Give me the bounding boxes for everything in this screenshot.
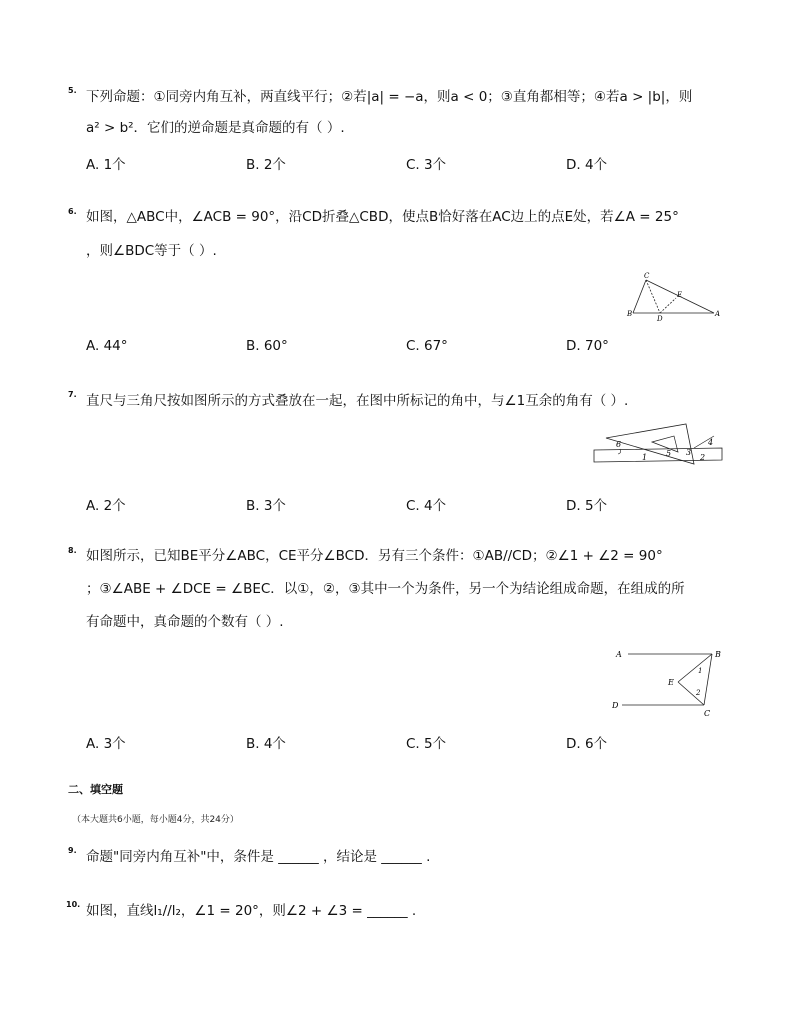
q5-option-d: D. 4个 (566, 157, 608, 173)
q7-label-2: 2 (700, 453, 706, 462)
q8-stem-line3: 有命题中，真命题的个数有（ ）. (86, 614, 284, 630)
q8-label-1: 1 (698, 667, 703, 675)
q5-stem-line2: a² > b²．它们的逆命题是真命题的有（ ）. (86, 120, 345, 136)
q7-stem-line1: 直尺与三角尺按如图所示的方式叠放在一起，在图中所标记的角中，与∠1互余的角有（ ）. (86, 393, 629, 409)
q5-option-c: C. 3个 (406, 157, 447, 173)
q5-option-b: B. 2个 (246, 157, 286, 173)
q6-triangle-figure (620, 270, 730, 326)
q7-label-6: 6 (616, 440, 622, 449)
q7-label-5: 5 (666, 449, 672, 458)
section-title: 二、填空题 (68, 783, 123, 796)
q8-option-c: C. 5个 (406, 736, 447, 752)
q5-number: 5. (68, 86, 77, 95)
q6-stem-line2: ，则∠BDC等于（ ）. (86, 243, 217, 259)
q8-label-c: C (704, 709, 711, 718)
q6-option-a: A. 44° (86, 338, 128, 354)
q7-option-c: C. 4个 (406, 498, 447, 514)
q5-stem-line1: 下列命题：①同旁内角互补，两直线平行；②若|a| = −a，则a < 0；③直角都相等；④若a > |b|，则 (86, 89, 693, 105)
q8-option-a: A. 3个 (86, 736, 126, 752)
q9-number: 9. (68, 846, 77, 855)
q6-option-d: D. 70° (566, 338, 609, 354)
q6-label-e: E (677, 291, 683, 299)
q7-option-a: A. 2个 (86, 498, 126, 514)
q5-option-a: A. 1个 (86, 157, 126, 173)
q8-label-b: B (715, 650, 721, 659)
section-note: （本大题共6小题，每小题4分，共24分） (72, 815, 239, 825)
q7-label-4: 4 (708, 438, 714, 447)
q6-option-c: C. 67° (406, 338, 448, 354)
q9-stem-line1: 命题"同旁内角互补"中，条件是 ______ ，结论是 ______ . (86, 849, 431, 865)
q7-option-d: D. 5个 (566, 498, 608, 514)
q8-parallel-figure (612, 644, 728, 720)
q7-label-3: 3 (686, 448, 692, 457)
q6-option-b: B. 60° (246, 338, 288, 354)
q8-label-a: A (616, 650, 622, 659)
q6-stem-line1: 如图，△ABC中，∠ACB = 90°，沿CD折叠△CBD，使点B恰好落在AC边上的点E处，若∠A = 25° (86, 209, 679, 225)
q6-number: 6. (68, 207, 77, 216)
q8-label-e: E (668, 678, 674, 687)
q8-label-2: 2 (696, 689, 701, 697)
q6-label-c: C (644, 272, 650, 280)
q6-label-b: B (627, 310, 633, 318)
q8-option-d: D. 6个 (566, 736, 608, 752)
q8-option-b: B. 4个 (246, 736, 286, 752)
q10-stem-line1: 如图，直线l₁//l₂，∠1 = 20°，则∠2 + ∠3 = ______ . (86, 903, 417, 919)
q6-label-d: D (657, 315, 663, 323)
q10-number: 10. (66, 900, 81, 909)
q8-number: 8. (68, 546, 77, 555)
q8-stem-line1: 如图所示，已知BE平分∠ABC，CE平分∠BCD．另有三个条件：①AB//CD；②∠1 + ∠2 = 90° (86, 548, 663, 564)
q7-label-1: 1 (642, 453, 648, 462)
q7-number: 7. (68, 390, 77, 399)
q8-stem-line2: ；③∠ABE + ∠DCE = ∠BEC．以①，②，③其中一个为条件，另一个为结论组成命题，在组成的所 (86, 581, 685, 597)
q6-label-a: A (715, 310, 721, 318)
q7-ruler-triangle-figure (590, 418, 726, 468)
q7-option-b: B. 3个 (246, 498, 286, 514)
q8-label-d: D (612, 701, 619, 710)
